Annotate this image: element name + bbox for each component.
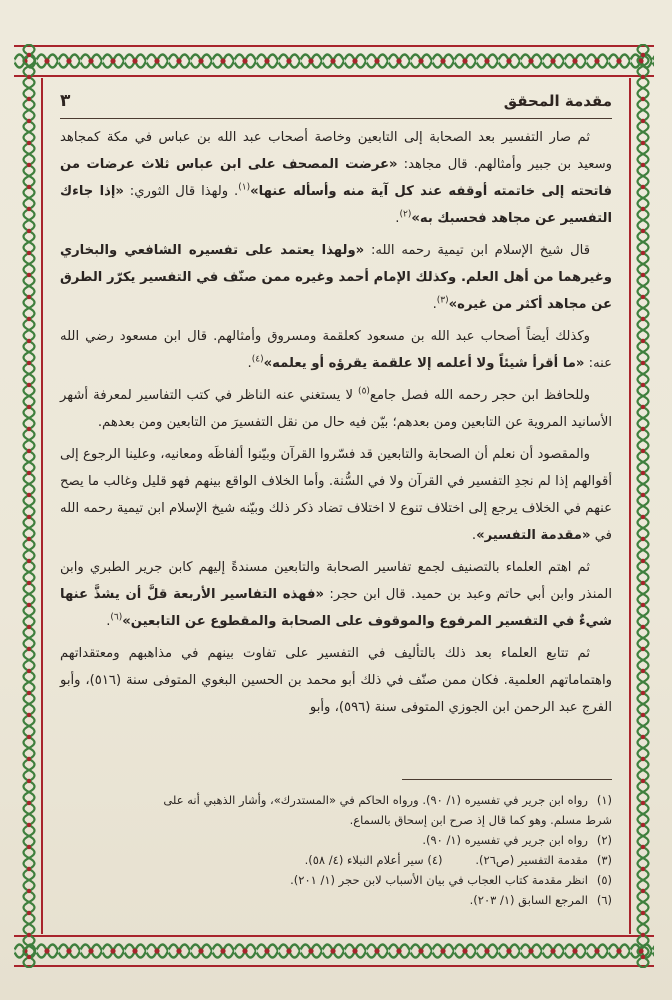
text-run: ثم صار التفسير بعد الصحابة إلى التابعين وخاصة أصحاب عبد الله بن عباس في مكة كمجاهد وسعيد بن جبير وأمثالهم. قال مجاهد: bbox=[60, 130, 612, 172]
footnote-text: رواه ابن جرير في تفسيره (١/ ٩٠). ورواه الحاكم في «المستدرك»، وأشار الذهبي أنه على bbox=[163, 793, 588, 807]
text-run: . ولهذا قال الثوري: bbox=[123, 184, 239, 199]
text-run: . bbox=[247, 356, 252, 371]
paragraph bbox=[60, 382, 612, 436]
quotation: «مقدمة التفسير» bbox=[476, 528, 591, 543]
text-run: قال شيخ الإسلام ابن تيمية رحمه الله: bbox=[364, 243, 591, 258]
ornamental-border-top bbox=[14, 44, 654, 78]
footnote-ref: (٣) bbox=[436, 295, 449, 306]
text-run: . bbox=[395, 211, 400, 226]
footnote-number: (٣) bbox=[596, 853, 612, 867]
footnote-separator bbox=[402, 779, 612, 780]
footnote-text: مقدمة التفسير (ص٢٦). (٤) سير أعلام النبلاء (٤/ ٥٨). bbox=[304, 853, 588, 867]
footnote-ref: (٢) bbox=[399, 209, 412, 220]
footnote-number: (٢) bbox=[596, 833, 612, 847]
footnote-text: رواه ابن جرير في تفسيره (١/ ٩٠). bbox=[422, 833, 588, 847]
footnote-number: (٦) bbox=[596, 893, 612, 907]
text-run: وللحافظ ابن حجر رحمه الله فصل جامع bbox=[369, 388, 590, 403]
paragraph bbox=[60, 554, 612, 635]
paragraph bbox=[60, 237, 612, 318]
text-run: والمقصود أن نعلم أن الصحابة والتابعين قد فسّروا القرآن وبيّنوا ألفاظَه ومعانيه، وعلينا الرجوع إلى أقوالهم إذا لم نجدِ التفسير في القرآن ولا في السُّنة. وأما الخلاف الواقع بينهم فهو قليل وغالب ما يصح عنهم في الخلاف يرجع إلى اختلاف تنوع لا اختلاف تضاد ذكر ذلك وبيّنه شيخ الإسلام ابن تيمية رحمه الله في bbox=[60, 447, 612, 543]
footnote-number: (٥) bbox=[596, 873, 612, 887]
footnote bbox=[60, 830, 612, 850]
paragraph bbox=[60, 124, 612, 232]
quotation: «فهذه التفاسير الأربعة قلَّ أن يشذَّ عنها شيءٌ في التفسير المرفوع والموقوف على الصحابة والمقطوع عن التابعين» bbox=[60, 587, 612, 629]
quotation: «عرضت المصحف على ابن عباس ثلاث عرضات من فاتحته إلى خاتمته أوقفه عند كل آية منه وأسأله عنها» bbox=[60, 157, 612, 199]
text-run: . bbox=[106, 614, 111, 629]
text-run: ثم تتابع العلماء بعد ذلك بالتأليف في التفسير على تفاوت بينهم في مذاهبهم ومعتقداتهم واهتماماتهم العلمية. فكان ممن صنّف في ذلك أبو محمد بن الحسين البغوي المتوفى سنة (٥١٦)، وأبو الفرج عبد الرحمن ابن الجوزي المتوفى سنة (٥٩٦)، وأبو bbox=[60, 646, 612, 715]
ornamental-border-right bbox=[628, 44, 658, 968]
footnote-ref: (٤) bbox=[251, 354, 264, 365]
footnote-ref: (٦) bbox=[110, 612, 123, 623]
main-text bbox=[60, 124, 612, 726]
page-header bbox=[60, 84, 612, 119]
footnote bbox=[60, 870, 612, 890]
text-run: . bbox=[471, 528, 477, 543]
paragraph bbox=[60, 640, 612, 721]
footnote-number: (١) bbox=[596, 793, 612, 807]
ornamental-border-bottom bbox=[14, 934, 654, 968]
footnote bbox=[60, 810, 612, 830]
text-run: لا يستغني عنه الناظر في كتب التفاسير لمعرفة أشهر الأسانيد المروية عن التابعين ومن بعدهم؛ بيّن فيه حال من نقل التفسيرَ من التابعين ومن بعدهم. bbox=[60, 388, 612, 430]
footnote bbox=[60, 790, 612, 810]
text-run: . bbox=[432, 297, 437, 312]
footnote bbox=[60, 890, 612, 910]
footnote-ref: (١) bbox=[238, 182, 251, 193]
footnotes bbox=[60, 790, 612, 910]
footnote-text: المرجع السابق (١/ ٢٠٣). bbox=[469, 893, 588, 907]
footnote-text: شرط مسلم. وهو كما قال إذ صرح ابن إسحاق بالسماع. bbox=[349, 813, 612, 827]
quotation: «إذا جاءك التفسير عن مجاهد فحسبك به» bbox=[60, 184, 612, 226]
footnote bbox=[60, 850, 612, 870]
quotation: «ما أقرأ شيئاً ولا أعلمه إلا علقمة يقرؤه أو يعلمه» bbox=[263, 356, 585, 371]
quotation: «ولهذا يعتمد على تفسيره الشافعي والبخاري وغيرهما من أهل العلم. وكذلك الإمام أحمد وغيره ممن صنّف في التفسير يكرّر الطرق عن مجاهد أكثر من غيره» bbox=[60, 243, 612, 312]
ornamental-border-left bbox=[14, 44, 44, 968]
footnote-ref: (٥) bbox=[358, 386, 370, 397]
text-run: وكذلك أيضاً أصحاب عبد الله بن مسعود كعلقمة ومسروق وأمثالهم. قال ابن مسعود رضي الله عنه: bbox=[60, 329, 612, 371]
page-number: ٣ bbox=[60, 91, 71, 111]
paragraph bbox=[60, 323, 612, 377]
page-title: مقدمة المحقق bbox=[503, 92, 612, 110]
paragraph bbox=[60, 441, 612, 549]
footnote-text: انظر مقدمة كتاب العجاب في بيان الأسباب لابن حجر (١/ ٢٠١). bbox=[290, 873, 588, 887]
text-run: ثم اهتم العلماء بالتصنيف لجمع تفاسير الصحابة والتابعين مسندةً إليهم كابن جرير الطبري وابن المنذر وابن أبي حاتم وعبد بن حميد. قال ابن حجر: bbox=[60, 560, 612, 602]
